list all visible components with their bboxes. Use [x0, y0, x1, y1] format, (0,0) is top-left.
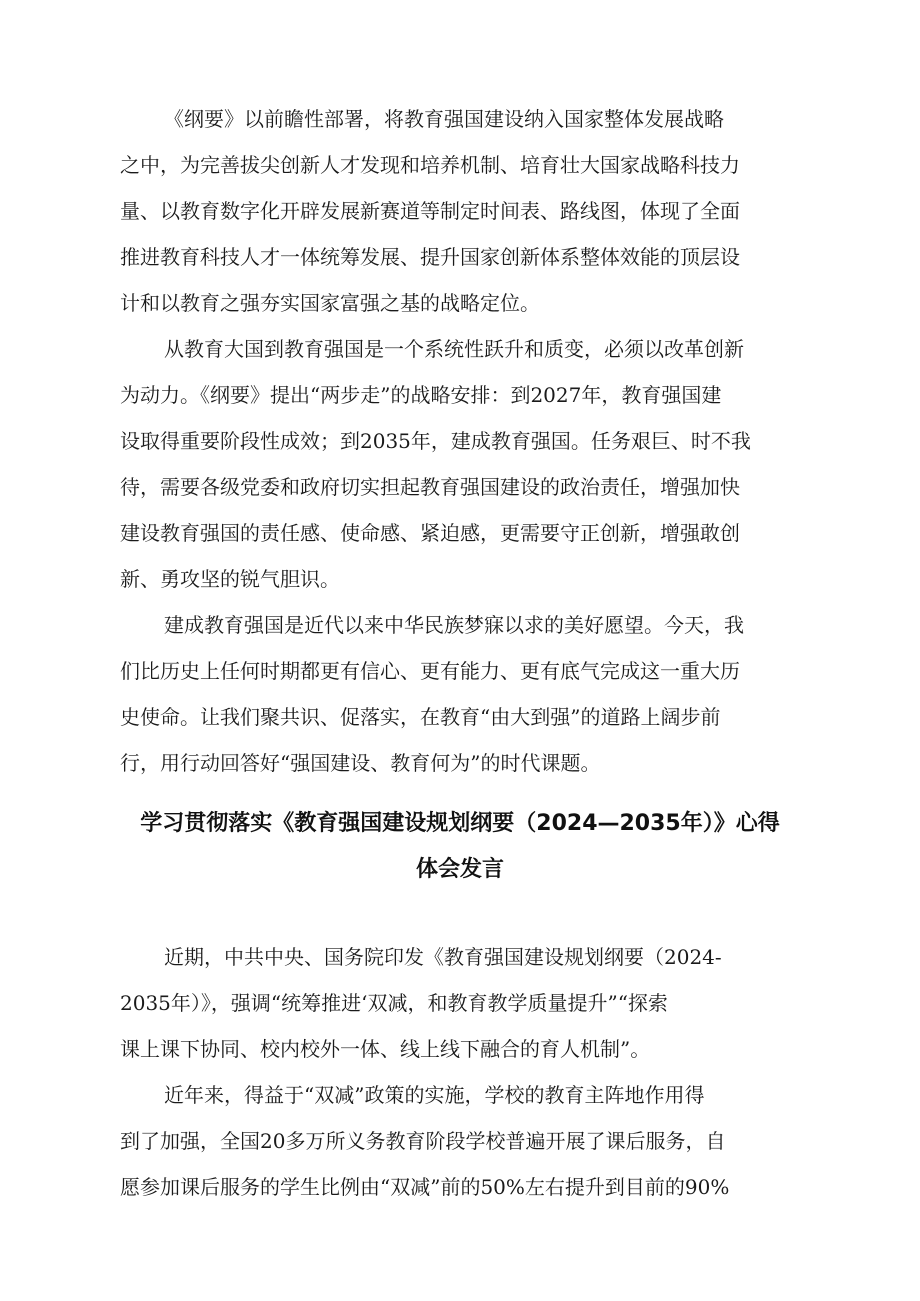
- paragraph-5-line-3: 愿参加课后服务的学生比例由“双减”前的50%左右提升到目前的90%: [120, 1175, 730, 1199]
- paragraph-2-line-3: 设取得重要阶段性成效；到2035年，建成教育强国。任务艰巨、时不我: [120, 429, 751, 453]
- paragraph-1-line-3: 量、以教育数字化开辟发展新赛道等制定时间表、路线图，体现了全面: [120, 199, 740, 223]
- paragraph-2-line-2: 为动力。《纲要》提出“两步走”的战略安排：到2027年，教育强国建: [120, 383, 722, 407]
- paragraph-3-line-4: 行，用行动回答好“强国建设、教育何为”的时代课题。: [120, 751, 601, 775]
- paragraph-1-line-1: 《纲要》以前瞻性部署，将教育强国建设纳入国家整体发展战略: [164, 107, 724, 131]
- paragraph-1-line-2: 之中，为完善拔尖创新人才发现和培养机制、培育壮大国家战略科技力: [120, 153, 740, 177]
- paragraph-2-line-6: 新、勇攻坚的锐气胆识。: [120, 567, 340, 591]
- paragraph-1-line-4: 推进教育科技人才一体统筹发展、提升国家创新体系整体效能的顶层设: [120, 245, 740, 269]
- section-heading-line-1: 学习贯彻落实《教育强国建设规划纲要（2024—2035年）》心得: [140, 811, 780, 836]
- paragraph-3-line-1: 建成教育强国是近代以来中华民族梦寐以求的美好愿望。今天，我: [164, 613, 744, 637]
- paragraph-4-line-3: 课上课下协同、校内校外一体、线上线下融合的育人机制”。: [120, 1037, 651, 1061]
- paragraph-4-line-1: 近期，中共中央、国务院印发《教育强国建设规划纲要（2024-: [164, 945, 722, 969]
- paragraph-5-line-2: 到了加强，全国20多万所义务教育阶段学校普遍开展了课后服务，自: [120, 1129, 726, 1153]
- paragraph-2-line-4: 待，需要各级党委和政府切实担起教育强国建设的政治责任，增强加快: [120, 475, 740, 499]
- paragraph-3-line-3: 史使命。让我们聚共识、促落实，在教育“由大到强”的道路上阔步前: [120, 705, 721, 729]
- paragraph-2-line-1: 从教育大国到教育强国是一个系统性跃升和质变，必须以改革创新: [164, 337, 744, 361]
- section-heading-line-2: 体会发言: [415, 857, 504, 882]
- paragraph-2-line-5: 建设教育强国的责任感、使命感、紧迫感，更需要守正创新，增强敢创: [120, 521, 740, 545]
- paragraph-1-line-5: 计和以教育之强夯实国家富强之基的战略定位。: [120, 291, 540, 315]
- paragraph-3-line-2: 们比历史上任何时期都更有信心、更有能力、更有底气完成这一重大历: [120, 659, 740, 683]
- paragraph-4-line-2: 2035年）》，强调“统筹推进‘双减，和教育教学质量提升”“探索: [120, 991, 668, 1015]
- paragraph-5-line-1: 近年来，得益于“双减”政策的实施，学校的教育主阵地作用得: [164, 1083, 705, 1107]
